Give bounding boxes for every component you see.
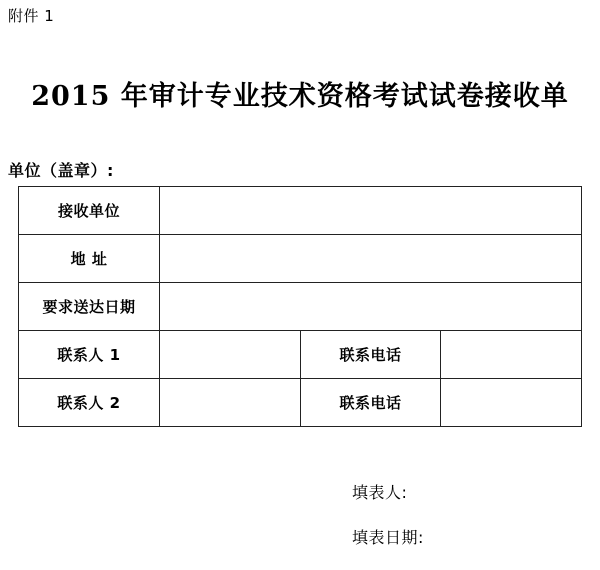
page-title: 2015 年审计专业技术资格考试试卷接收单 xyxy=(31,81,569,112)
table-row xyxy=(19,235,582,283)
table-row xyxy=(19,187,582,235)
row-value-contact-phone-2[interactable] xyxy=(441,379,582,427)
receipt-form-table xyxy=(18,186,582,427)
row-value-required-delivery-date[interactable] xyxy=(160,283,582,331)
footer-fields xyxy=(0,480,600,570)
table-row xyxy=(19,379,582,427)
row-label-receiving-unit: 接收单位 xyxy=(19,187,160,235)
row-label-required-delivery-date: 要求送达日期 xyxy=(19,283,160,331)
attachment-label: 附件 1 xyxy=(8,7,55,25)
table-row xyxy=(19,283,582,331)
table-row xyxy=(19,331,582,379)
row-label-contact-person-2: 联系人 2 xyxy=(19,379,160,427)
row-value-contact-person-2[interactable] xyxy=(160,379,301,427)
unit-seal-label: 单位（盖章）: xyxy=(8,161,114,180)
row-value-contact-person-1[interactable] xyxy=(160,331,301,379)
form-date-label: 填表日期: xyxy=(352,528,424,547)
row-label-contact-person-1: 联系人 1 xyxy=(19,331,160,379)
row-value-address[interactable] xyxy=(160,235,582,283)
row-value-contact-phone-1[interactable] xyxy=(441,331,582,379)
form-filler-label: 填表人: xyxy=(352,483,408,502)
row-label-contact-phone-2: 联系电话 xyxy=(300,379,441,427)
row-label-address: 地 址 xyxy=(19,235,160,283)
row-label-contact-phone-1: 联系电话 xyxy=(300,331,441,379)
row-value-receiving-unit[interactable] xyxy=(160,187,582,235)
